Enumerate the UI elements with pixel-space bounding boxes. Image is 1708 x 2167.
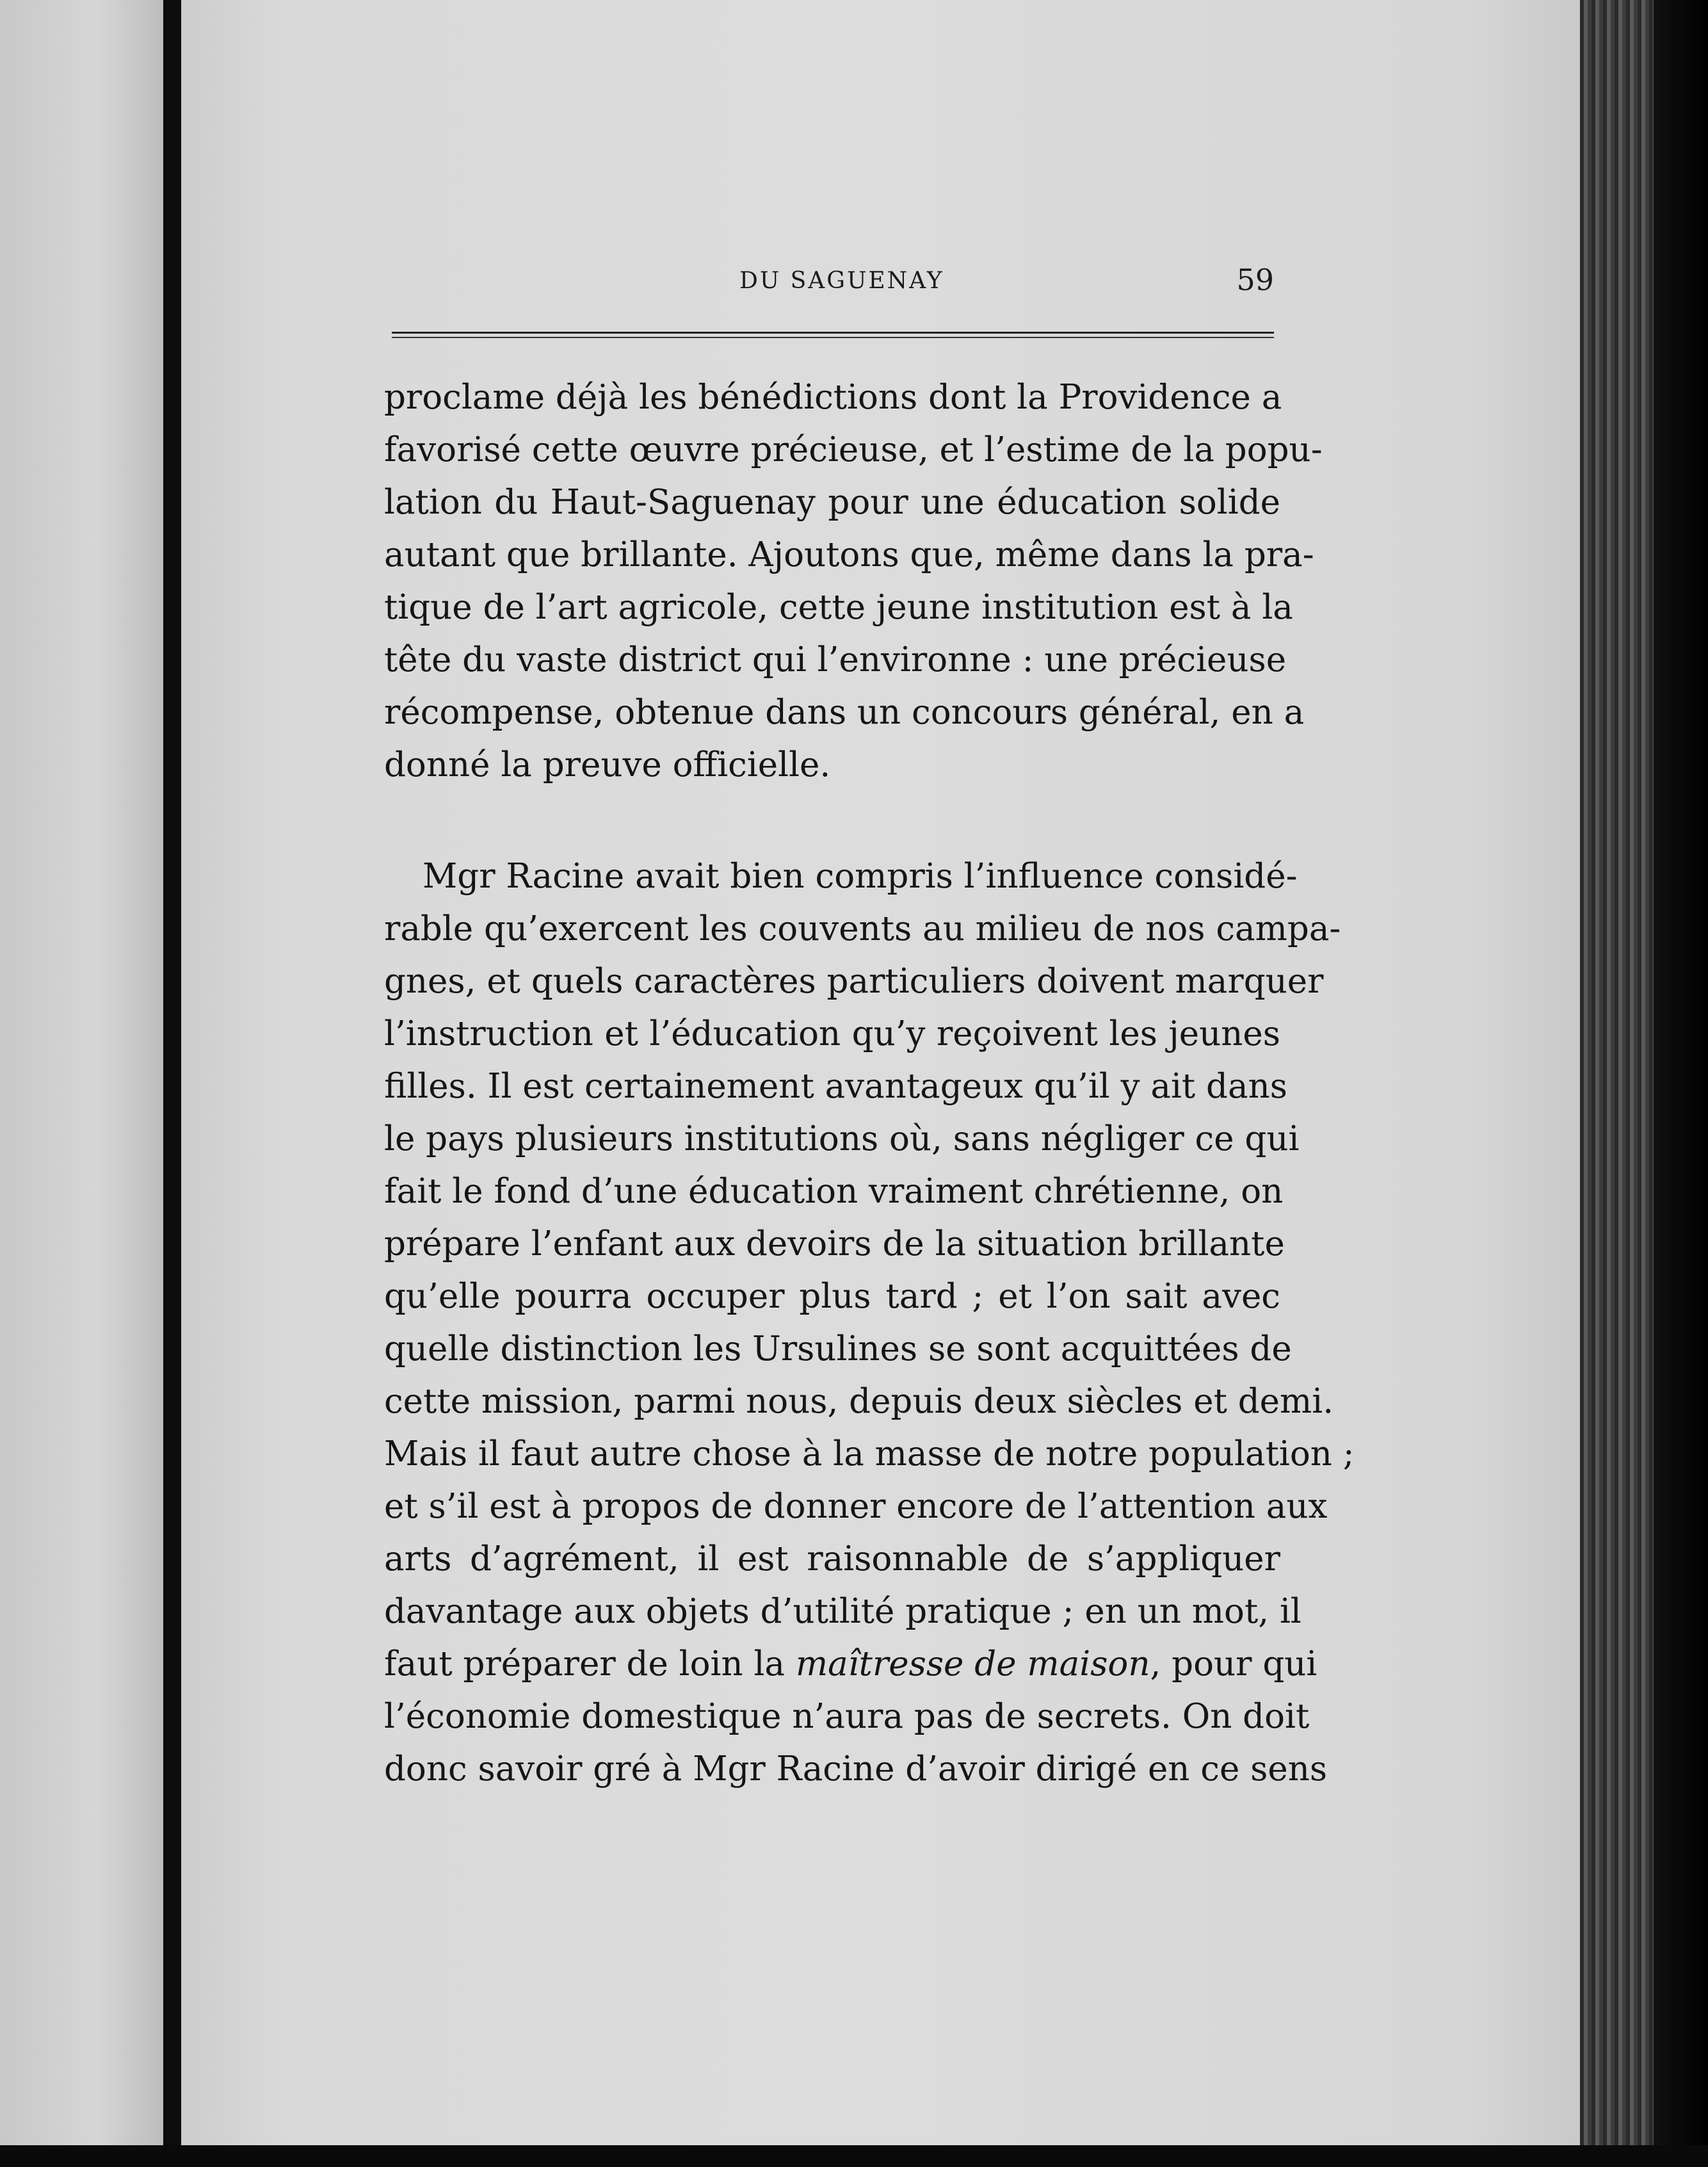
text-line: prépare l’enfant aux devoirs de la situation brillante bbox=[384, 1224, 1285, 1263]
text-line: cette mission, parmi nous, depuis deux siècles et demi. bbox=[384, 1382, 1334, 1421]
line-segment: faut préparer de loin la bbox=[384, 1644, 796, 1684]
text-line: lation du Haut-Saguenay pour une éducation solide bbox=[384, 483, 1280, 522]
running-title: DU SAGUENAY bbox=[739, 268, 944, 294]
page-stack-edge bbox=[1580, 0, 1654, 2167]
text-line: le pays plusieurs institutions où, sans négliger ce qui bbox=[384, 1119, 1300, 1158]
text-line: tête du vaste district qui l’environne : une précieuse bbox=[384, 640, 1287, 679]
text-line: Mais il faut autre chose à la masse de notre population ; bbox=[384, 1434, 1355, 1473]
text-line: donné la preuve officielle. bbox=[384, 745, 831, 784]
text-line: et s’il est à propos de donner encore de l’attention aux bbox=[384, 1487, 1328, 1526]
body-text bbox=[384, 371, 1355, 1796]
text-line: arts d’agrément, il est raisonnable de s’appliquer bbox=[384, 1539, 1280, 1579]
text-line: donc savoir gré à Mgr Racine d’avoir dirigé en ce sens bbox=[384, 1749, 1328, 1789]
text-line: rable qu’exercent les couvents au milieu de nos campa- bbox=[384, 909, 1341, 948]
text-line: Mgr Racine avait bien compris l’influence considé- bbox=[423, 857, 1298, 896]
page-number: 59 bbox=[1236, 263, 1274, 297]
paragraph-1 bbox=[384, 371, 1323, 791]
text-line: davantage aux objets d’utilité pratique ; en un mot, il bbox=[384, 1592, 1301, 1631]
text-line: proclame déjà les bénédictions dont la Providence a bbox=[384, 378, 1282, 417]
text-line: filles. Il est certainement avantageux qu’il y ait dans bbox=[384, 1067, 1287, 1106]
text-line: autant que brillante. Ajoutons que, même dans la pra- bbox=[384, 535, 1314, 574]
text-line: qu’elle pourra occuper plus tard ; et l’on sait avec bbox=[384, 1277, 1280, 1316]
text-line: récompense, obtenue dans un concours général, en a bbox=[384, 693, 1305, 732]
paragraph-gap bbox=[384, 791, 1280, 850]
paragraph-2 bbox=[384, 850, 1355, 1796]
italic-phrase: maîtresse de maison bbox=[795, 1644, 1150, 1684]
running-head bbox=[387, 263, 1274, 301]
text-line-with-italic bbox=[384, 1638, 1317, 1691]
text-line: l’économie domestique n’aura pas de secrets. On doit bbox=[384, 1697, 1310, 1736]
text-line: quelle distinction les Ursulines se sont acquittées de bbox=[384, 1329, 1292, 1368]
text-line: tique de l’art agricole, cette jeune institution est à la bbox=[384, 588, 1293, 627]
book-gutter bbox=[163, 0, 181, 2167]
background-edge bbox=[1654, 0, 1708, 2167]
text-line: favorisé cette œuvre précieuse, et l’estime de la popu- bbox=[384, 430, 1323, 469]
line-segment: , pour qui bbox=[1150, 1644, 1317, 1684]
bottom-background bbox=[0, 2145, 1708, 2167]
header-rule bbox=[392, 332, 1274, 338]
facing-page-edge bbox=[0, 0, 163, 2167]
text-line: gnes, et quels caractères particuliers doivent marquer bbox=[384, 962, 1324, 1001]
text-line: fait le fond d’une éducation vraiment chrétienne, on bbox=[384, 1172, 1284, 1211]
text-line: l’instruction et l’éducation qu’y reçoivent les jeunes bbox=[384, 1014, 1280, 1053]
